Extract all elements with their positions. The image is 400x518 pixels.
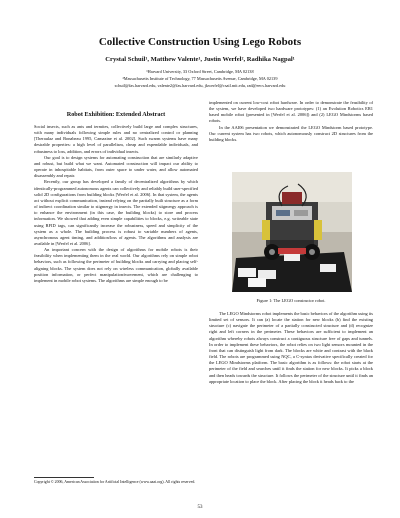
affiliation-1: ¹Harvard University, 33 Oxford Street, Cambridge, MA 02138 (146, 69, 254, 74)
paper-title: Collective Construction Using Lego Robots (98, 36, 302, 48)
paragraph: An important concern with the design of algorithms for mobile robots is their feasibility when implementing them in the real world. Our algorithms rely on simple robot behaviors, such as following the perimeter of building blocks and carrying and placing self-aligning blocks. The system does not rely on wireless communication, globally available position information, or perfect manipulation/movement, which are challenging to implement in mobile robot systems. The algorithms are simple enough to be (34, 247, 198, 283)
paragraph: implemented on current low-cost robot hardware. In order to demonstrate the feasibility of the system, we have developed two hardware prototypes: (1) an Evolution Robotics ER1 based mobile robot (presented in [Werfel et al. 2006]) and (2) LEGO Mindstorms based robots. (209, 100, 373, 124)
lego-robot-photo (232, 172, 352, 292)
affiliation-2: ²Massachusetts Institute of Technology, 77 Massachusetts Avenue, Cambridge, MA 02139 (122, 76, 278, 81)
author-list: Crystal Schuil¹, Matthew Valente¹, Justin Werfel², Radhika Nagpal¹ (105, 56, 295, 63)
author-emails: schuil@fas.harvard.edu, valente2@fas.harvard.edu, jkwerfel@csail.mit.edu, rad@eecs.harvard.edu (114, 83, 286, 88)
page-number: 53 (197, 505, 203, 510)
paragraph: In the AAI06 presentation we demonstrated the LEGO Mindstorm based prototype. Our current system has two robots, which autonomously construct 2D structures from the building blocks. (209, 124, 373, 142)
lego-robot-illustration (232, 172, 352, 292)
paragraph: Recently, our group has developed a family of decentralized algorithms by which identically-programmed autonomous agents can collectively and reliably build user-specified solid 2D configurations from building blocks [Werfel et al. 2006]. In that system, the agents act without explicit communication, instead relying on the partially built structure as a form of indirect coordination similar to stigmergy in insects. The extended stigmergy approach is to enhance the environment (in this case, the building blocks) to store and process information. We showed that adding even simple capabilities to blocks, e.g. writeable state using RFID tags, can significantly increase the robustness, speed and simplicity of the system as a whole. The building process is robust to variable numbers of agents, asynchronous agent timing, and addition/loss of agents. The algorithms and analysis are available in [Werfel et al. 2006]. (34, 179, 198, 246)
paragraph: Social insects, such as ants and termites, collectively build large and complex structures, with many individuals following simple rules and no centralized control or planning [Theraulaz and Bonabeau 1995, Camazine et al. 2002]. Such swarm systems have many desirable properties: a high level of parallelism, cheap and expendable individuals, and robustness to loss, addition, and errors of individual insects. (34, 124, 198, 154)
paragraph: Our goal is to design systems for automating construction that are similarly adaptive and robust, but build what we want. Automated construction will impact our ability to operate in inhospitable habitats, from outer space to under water, and allow automated disassembly and repair. (34, 154, 198, 179)
section-heading: Robot Exhibition: Extended Abstract (66, 111, 166, 118)
figure-caption: Figure 1: The LEGO constructor robot. (256, 298, 326, 303)
footnote-divider (34, 477, 94, 478)
copyright-footnote: Copyright © 2006, American Association for Artificial Intelligence (www.aaai.org). All rights reserved. (34, 480, 196, 484)
paragraph: The LEGO Mindstorms robot implements the basic behaviors of the algorithm using its limited set of sensors. It can (a) locate the station for new blocks (b) find the existing structure (c) navigate the perimeter of a partially constructed structure and (d) recognize right and left corners in the perimeter. These behaviors are sufficient to implement an algorithm whereby robots always construct a contiguous structure free of gaps and tunnels. In order to implement these behaviors, the robot relies on two light sensors mounted in the front that can distinguish light from dark. The blocks are white and contrast with the black field. The robots are programmed using NQC, a C-syntax derivative specifically created for the LEGO Mindstorms platform. The basic algorithm is as follows: the robot starts at the perimeter of the field and searches until it finds the station for new blocks. It picks a block and then heads towards the structure. It follows the perimeter of the structure until it finds an appropriate location to place the block. After placing the block it heads back to the (209, 311, 373, 384)
right-column-top (209, 100, 373, 143)
left-column (34, 124, 198, 284)
right-column-bottom (209, 311, 373, 385)
